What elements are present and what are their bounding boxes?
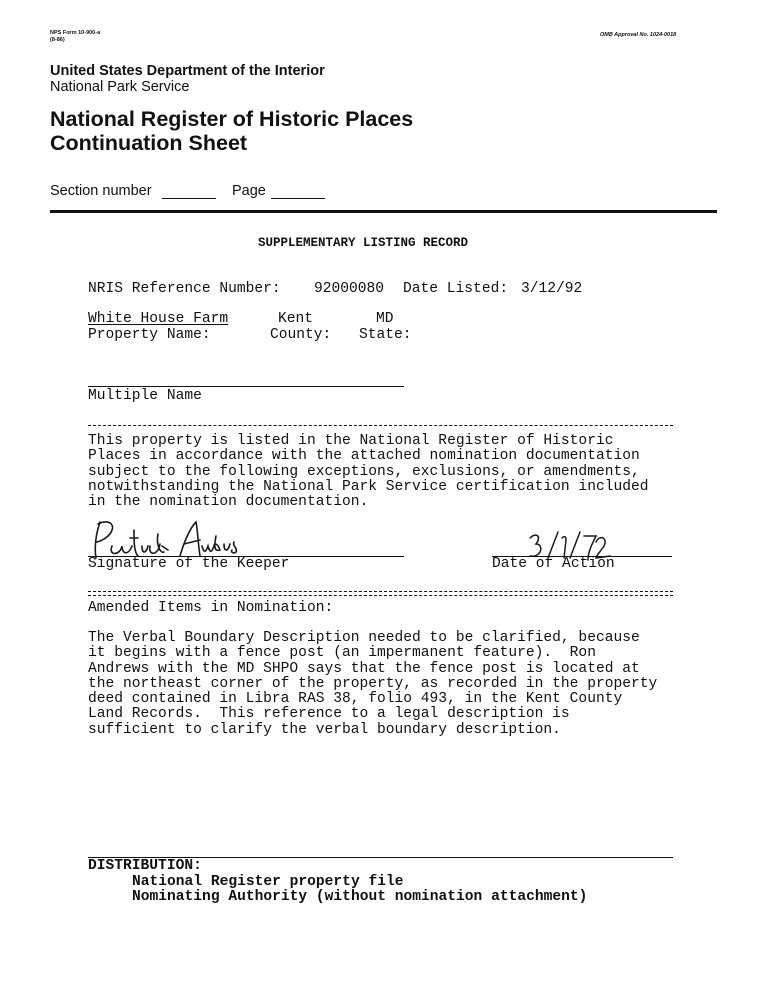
amended-line: the northeast corner of the property, as recorded in the property [88, 675, 658, 692]
amended-line: sufficient to clarify the verbal boundary description. [88, 721, 561, 738]
page-title: National Register of Historic Places [50, 107, 414, 131]
distribution-item: Nominating Authority (without nomination attachment) [132, 889, 588, 905]
section-number-blank [162, 198, 216, 199]
page-label: Page [232, 183, 266, 199]
property-name-label: Property Name: [88, 327, 211, 343]
section-number-label: Section number [50, 183, 152, 199]
amended-paragraph [88, 631, 657, 738]
distribution-heading: DISTRIBUTION: [88, 858, 202, 874]
statement-line: notwithstanding the National Park Service certification included [88, 478, 649, 495]
dashed-separator [88, 425, 673, 426]
form-id: NPS Form 10-900-a [50, 30, 101, 36]
date-listed-value: 3/12/92 [521, 281, 583, 297]
listing-statement [88, 434, 649, 510]
form-revision: (8-86) [50, 37, 65, 43]
distribution-item: National Register property file [132, 874, 404, 890]
nris-label: NRIS Reference Number: [88, 281, 281, 297]
multiple-name-blank [88, 386, 404, 387]
statement-line: subject to the following exceptions, exclusions, or amendments, [88, 463, 640, 480]
signature-label: Signature of the Keeper [88, 556, 290, 572]
statement-line: Places in accordance with the attached nomination documentation [88, 448, 640, 465]
county-label: County: [270, 327, 332, 343]
department-name: United States Department of the Interior [50, 63, 325, 79]
record-heading: SUPPLEMENTARY LISTING RECORD [258, 236, 469, 250]
page-blank [271, 198, 325, 199]
state-value: MD [376, 311, 394, 327]
date-listed-label: Date Listed: [403, 281, 509, 297]
service-name: National Park Service [50, 79, 190, 95]
header-rule [50, 210, 717, 213]
property-name-value: White House Farm [88, 311, 229, 327]
double-dashed-separator [88, 591, 673, 592]
date-of-action-label: Date of Action [492, 556, 615, 572]
amended-heading: Amended Items in Nomination: [88, 600, 334, 616]
statement-line: in the nomination documentation. [88, 494, 369, 511]
statement-line: This property is listed in the National Register of Historic [88, 433, 614, 449]
omb-approval: OMB Approval No. 1024-0018 [600, 32, 677, 38]
amended-line: Andrews with the MD SHPO says that the fence post is located at [88, 660, 640, 677]
amended-line: Land Records. This reference to a legal description is [88, 706, 570, 723]
amended-line: deed contained in Libra RAS 38, folio 493, in the Kent County [88, 691, 623, 708]
amended-line: The Verbal Boundary Description needed to be clarified, because [88, 630, 640, 646]
county-value: Kent [278, 311, 314, 327]
page-subtitle: Continuation Sheet [50, 131, 248, 155]
state-label: State: [359, 327, 412, 343]
multiple-name-label: Multiple Name [88, 388, 202, 404]
nris-value: 92000080 [314, 281, 385, 297]
amended-line: it begins with a fence post (an impermanent feature). Ron [88, 645, 596, 662]
